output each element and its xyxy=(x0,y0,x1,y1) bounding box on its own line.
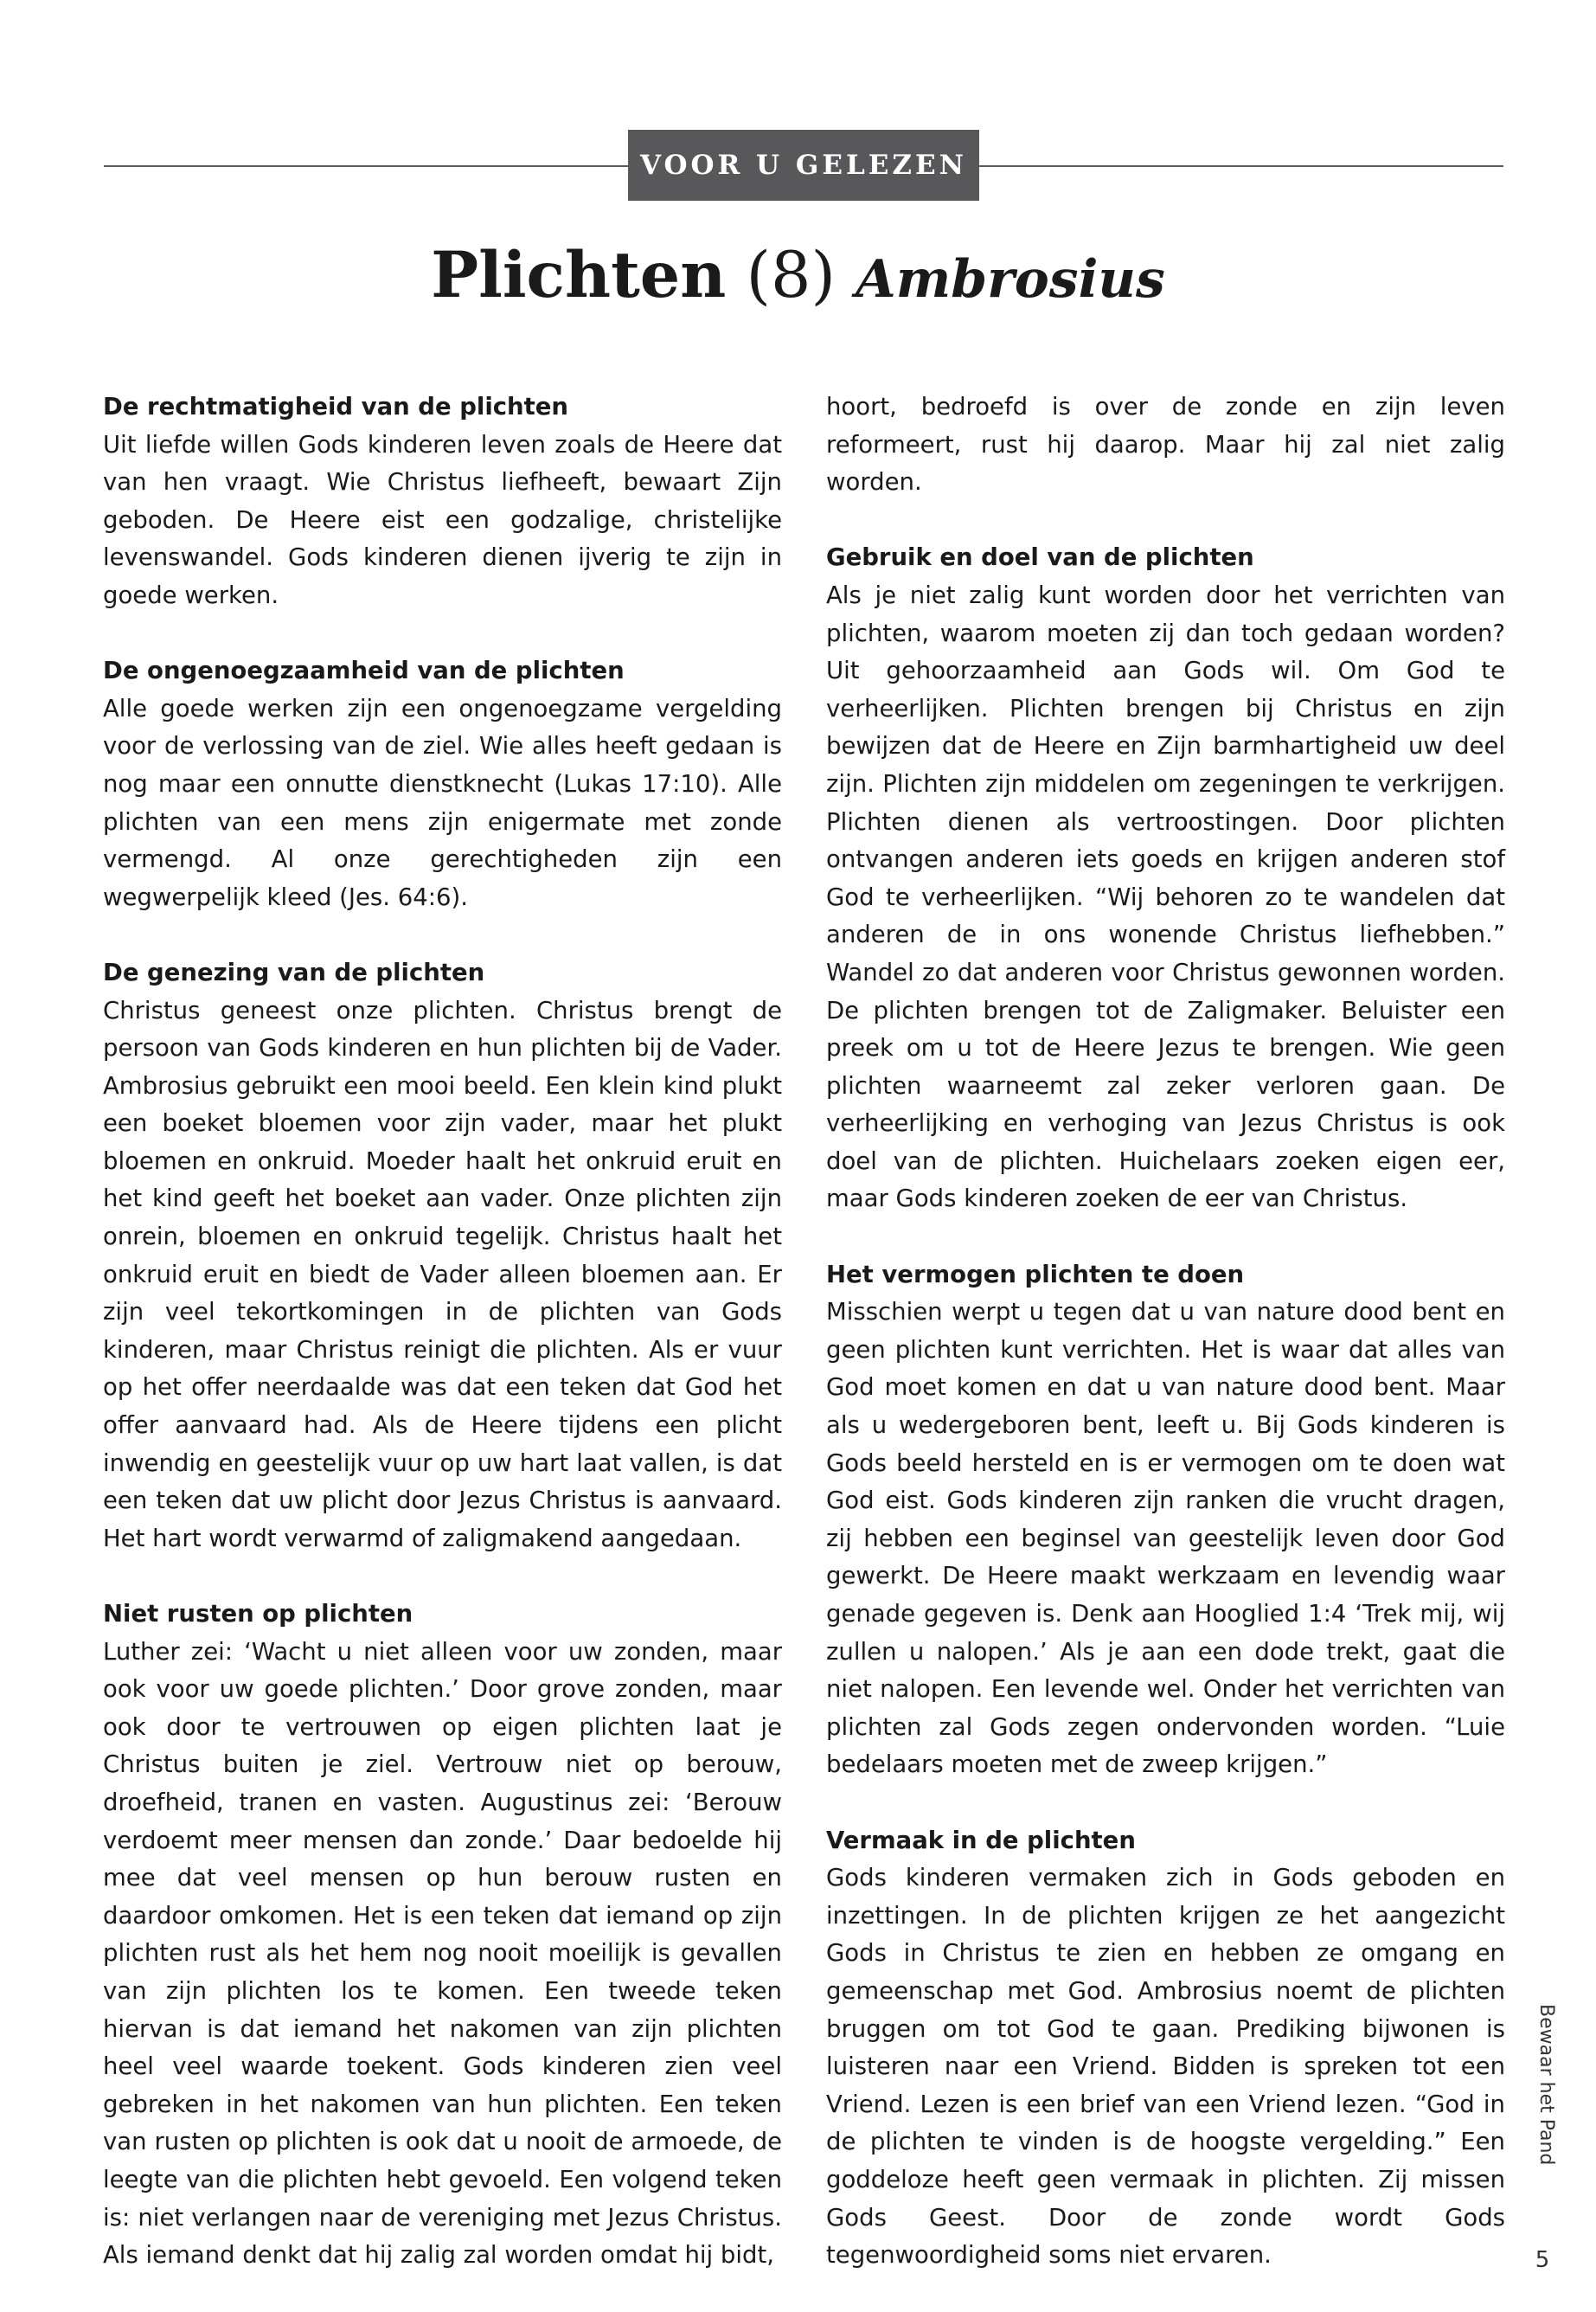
header-rule-right xyxy=(979,165,1503,167)
header-rule-left xyxy=(104,165,628,167)
section-body: Luther zei: ‘Wacht u niet alleen voor uw zonden, maar ook voor uw goede plichten.’ Door grove zonden, maar ook door te vertrouwen op eigen plichten laat je Christus buiten je ziel. Vertrouw niet op berouw, droefheid, tranen en vasten. Augustinus zei: ‘Berouw verdoemt meer mensen dan zonde.’ Daar bedoelde hij mee dat veel mensen op hun berouw rusten en daardoor omkomen. Het is een teken dat iemand op zijn plichten rust als het hem nog nooit moeilijk is gevallen van zijn plichten los te komen. Een tweede teken hiervan is dat iemand het nakomen van zijn plichten heel veel waarde toekent. Gods kinderen zien veel gebreken in het nakomen van hun plichten. Een teken van rusten op plichten is ook dat u nooit de armoede, de leegte van die plichten hebt gevoeld. Een volgend teken is: niet verlangen naar de vereniging met Jezus Christus. Als iemand denkt dat hij zalig zal worden omdat hij bidt, xyxy=(103,1637,782,2270)
right-column xyxy=(826,389,1505,2312)
page-title xyxy=(0,227,1596,328)
section-body: Christus geneest onze plichten. Christus brengt de persoon van Gods kinderen en hun plichten bij de Vader. Ambrosius gebruikt een mooi beeld. Een klein kind plukt een boeket bloemen voor zijn vader, maar het plukt bloemen en onkruid. Moeder haalt het onkruid eruit en het kind geeft het boeket aan vader. Onze plichten zijn onrein, bloemen en onkruid tegelijk. Christus haalt het onkruid eruit en biedt de Vader alleen bloemen aan. Er zijn veel tekortkomingen in de plichten van Gods kinderen, maar Christus reinigt die plichten. Als er vuur op het offer neerdaalde was dat een teken dat God het offer aanvaard had. Als de Heere tijdens een plicht inwendig en geestelijk vuur op uw hart laat vallen, is dat een teken dat uw plicht door Jezus Christus is aanvaard. Het hart wordt verwarmd of zaligmakend aangedaan. xyxy=(103,996,782,1552)
section-body: Als je niet zalig kunt worden door het verrichten van plichten, waarom moeten zij dan toch gedaan worden? Uit gehoorzaamheid aan Gods wil. Om God te verheerlijken. Plichten brengen bij Christus en zijn bewijzen dat de Heere en Zijn barmhartigheid uw deel zijn. Plichten zijn middelen om zegeningen te verkrijgen. Plichten dienen als vertroostingen. Door plichten ontvangen anderen iets goeds en krijgen anderen stof God te verheerlijken. “Wij behoren zo te wandelen dat anderen de in ons wonende Christus liefhebben.” Wandel zo dat anderen voor Christus gewonnen worden. De plichten brengen tot de Zaligmaker. Beluister een preek om u tot de Heere Jezus te brengen. Wie geen plichten waarneemt zal zeker verloren gaan. De verheerlijking en verhoging van Jezus Christus is ook doel van de plichten. Huichelaars zoeken eigen eer, maar Gods kinderen zoeken de eer van Christus. xyxy=(826,581,1505,1213)
section-label: VOOR U GELEZEN xyxy=(628,130,979,201)
title-number: (8) xyxy=(746,239,836,312)
magazine-name: Bewaar het Pand xyxy=(1535,2004,1557,2166)
section-body: Alle goede werken zijn een ongenoegzame vergelding voor de verlossing van de ziel. Wie alles heeft gedaan is nog maar een onnutte dienstknecht (Lukas 17:10). Alle plichten van een mens zijn enigermate met zonde vermengd. Al onze gerechtigheden zijn een wegwerpelijk kleed (Jes. 64:6). xyxy=(103,694,782,911)
section-body-continuation: hoort, bedroefd is over de zonde en zijn leven reformeert, rust hij daarop. Maar hij zal niet zalig worden. xyxy=(826,393,1505,497)
section-heading: Het vermogen plichten te doen xyxy=(826,1260,1245,1288)
section-heading: De rechtmatigheid van de plichten xyxy=(103,393,569,421)
page-number: 5 xyxy=(1535,2247,1550,2273)
section-body: Uit liefde willen Gods kinderen leven zoals de Heere dat van hen vraagt. Wie Christus liefheeft, bewaart Zijn geboden. De Heere eist een godzalige, christelijke levenswandel. Gods kinderen dienen ijverig te zijn in goede werken. xyxy=(103,430,782,609)
title-main: Plichten xyxy=(431,238,727,312)
section-body: Misschien werpt u tegen dat u van nature dood bent en geen plichten kunt verrichten. Het is waar dat alles van God moet komen en dat u van nature dood bent. Maar als u wedergeboren bent, leeft u. Bij Gods kinderen is Gods beeld hersteld en is er vermogen om te doen wat God eist. Gods kinderen zijn ranken die vrucht dragen, zij hebben een beginsel van geestelijk leven door God gewerkt. De Heere maakt werkzaam en levendig waar genade gegeven is. Denk aan Hooglied 1:4 ‘Trek mij, wij zullen u nalopen.’ Als je aan een dode trekt, gaat die niet nalopen. Een levende wel. Onder het verrichten van plichten zal Gods zegen ondervonden worden. “Luie bedelaars moeten met de zweep krijgen.” xyxy=(826,1298,1505,1779)
section-heading: De genezing van de plichten xyxy=(103,958,485,986)
section-heading: Gebruik en doel van de plichten xyxy=(826,543,1254,572)
section-heading: De ongenoegzaamheid van de plichten xyxy=(103,657,625,685)
section-heading: Vermaak in de plichten xyxy=(826,1826,1136,1854)
left-column xyxy=(103,389,782,2312)
title-author: Ambrosius xyxy=(856,249,1165,310)
section-heading: Niet rusten op plichten xyxy=(103,1600,413,1628)
section-body: Gods kinderen vermaken zich in Gods geboden en inzettingen. In de plichten krijgen ze het aangezicht Gods in Christus te zien en hebben ze omgang en gemeenschap met God. Ambrosius noemt de plichten bruggen om tot God te gaan. Prediking bijwonen is luisteren naar een Vriend. Bidden is spreken tot een Vriend. Lezen is een brief van een Vriend lezen. “God in de plichten te vinden is de hoogste vergelding.” Een goddeloze heeft geen vermaak in plichten. Zij missen Gods Geest. Door de zonde wordt Gods tegenwoordigheid soms niet ervaren. xyxy=(826,1864,1505,2270)
